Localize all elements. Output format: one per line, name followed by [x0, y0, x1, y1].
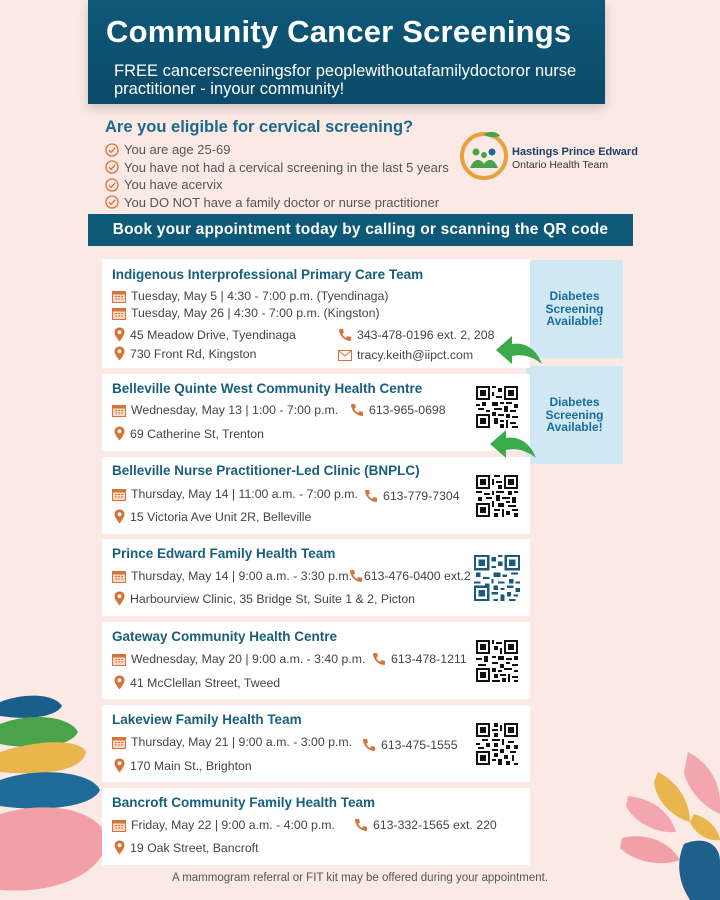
- footnote: A mammogram referral or FIT kit may be offered during your appointment.: [171, 872, 549, 884]
- map-pin-icon: [114, 346, 125, 361]
- eligibility-text: You have not had a cervical screening in the last 5 years: [124, 159, 449, 175]
- eligibility-question: Are you eligible for cervical screening?: [105, 118, 414, 136]
- callout-line: Screening: [545, 407, 604, 422]
- clinic-address: 19 Oak Street, Bancroft: [114, 840, 259, 855]
- calendar-icon: [112, 307, 126, 320]
- clinic-email[interactable]: tracy.keith@iipct.com: [338, 348, 473, 362]
- qr-code[interactable]: [474, 555, 520, 601]
- phone-icon: [350, 403, 364, 417]
- eligibility-item: [105, 176, 449, 194]
- clinic-address: 730 Front Rd, Kingston: [114, 346, 256, 361]
- clinic-address: 15 Victoria Ave Unit 2R, Belleville: [114, 509, 311, 524]
- map-pin-icon: [114, 327, 125, 342]
- map-pin-icon: [114, 591, 125, 606]
- clinic-date: Thursday, May 21 | 9:00 a.m. - 3:00 p.m.: [112, 735, 352, 749]
- phone-icon: [338, 328, 352, 342]
- phone-icon: [372, 652, 386, 666]
- clinic-date: Friday, May 22 | 9:00 a.m. - 4:00 p.m.: [112, 818, 335, 832]
- clinic-date: Thursday, May 14 | 11:00 a.m. - 7:00 p.m.: [112, 487, 358, 501]
- logo-subname: Ontario Health Team: [512, 159, 609, 171]
- clinic-card: [102, 705, 530, 782]
- clinic-card: [102, 374, 530, 451]
- clinic-card: [102, 539, 530, 616]
- clinic-phone[interactable]: 343-478-0196 ext. 2, 208: [338, 328, 494, 342]
- clinic-name: Bancroft Community Family Health Team: [112, 795, 376, 810]
- clinic-date: Wednesday, May 13 | 1:00 - 7:00 p.m.: [112, 403, 338, 417]
- calendar-icon: [112, 404, 126, 417]
- page-subtitle: FREE cancerscreeningsfor peoplewithoutafamilydoctoror nurse practitioner - inyour community!: [114, 62, 577, 98]
- clinic-card: [102, 457, 530, 534]
- map-pin-icon: [114, 509, 125, 524]
- clinic-address: Harbourview Clinic, 35 Bridge St, Suite 1 & 2, Picton: [114, 591, 415, 606]
- qr-code[interactable]: [476, 723, 518, 765]
- clinic-phone[interactable]: 613-475-1555: [362, 738, 458, 752]
- book-appointment-banner: Book your appointment today by calling or scanning the QR code: [88, 214, 633, 246]
- eligibility-item: [105, 159, 449, 177]
- arrow-left-icon: [488, 428, 538, 464]
- clinic-card: [102, 788, 530, 865]
- check-circle-icon: [105, 178, 119, 192]
- calendar-icon: [112, 819, 126, 832]
- page-title: Community Cancer Screenings: [106, 14, 572, 49]
- phone-icon: [362, 738, 376, 752]
- clinic-phone[interactable]: 613-478-1211: [372, 652, 467, 666]
- envelope-icon: [338, 350, 352, 361]
- clinic-card: [102, 622, 530, 699]
- eligibility-section: [105, 118, 449, 211]
- calendar-icon: [112, 653, 126, 666]
- clinic-date: Thursday, May 14 | 9:00 a.m. - 3:30 p.m.: [112, 569, 352, 583]
- arrow-left-icon: [494, 334, 544, 370]
- clinic-date: Tuesday, May 26 | 4:30 - 7:00 p.m. (Kingston): [112, 306, 380, 320]
- clinic-name: Gateway Community Health Centre: [112, 629, 338, 644]
- clinic-date: Wednesday, May 20 | 9:00 a.m. - 3:40 p.m.: [112, 652, 365, 666]
- clinic-address: 41 McClellan Street, Tweed: [114, 675, 280, 690]
- qr-code[interactable]: [476, 475, 518, 517]
- clinic-address: 45 Meadow Drive, Tyendinaga: [114, 327, 296, 342]
- map-pin-icon: [114, 840, 125, 855]
- logo-name: Hastings Prince Edward: [512, 146, 638, 158]
- clinic-phone[interactable]: 613-332-1565 ext. 220: [354, 818, 497, 832]
- calendar-icon: [112, 736, 126, 749]
- qr-code[interactable]: [476, 386, 518, 428]
- eligibility-text: You have acervix: [124, 177, 223, 193]
- callout-line: Diabetes: [549, 395, 600, 410]
- clinic-phone[interactable]: 613-476-0400 ext.2: [349, 569, 471, 583]
- clinic-phone[interactable]: 613-779-7304: [364, 489, 460, 503]
- clinic-address: 170 Main St., Brighton: [114, 758, 252, 773]
- calendar-icon: [112, 570, 126, 583]
- eligibility-item: [105, 194, 449, 212]
- clinic-address: 69 Catherine St, Trenton: [114, 426, 264, 441]
- header-banner: [88, 0, 605, 104]
- callout-line: Diabetes: [549, 289, 600, 304]
- logo-emblem-icon: [458, 128, 510, 180]
- callout-line: Available!: [546, 420, 603, 435]
- clinic-name: Indigenous Interprofessional Primary Care Team: [112, 267, 424, 282]
- map-pin-icon: [114, 426, 125, 441]
- calendar-icon: [112, 488, 126, 501]
- diabetes-callout: [526, 366, 623, 464]
- clinic-name: Belleville Quinte West Community Health Centre: [112, 381, 423, 396]
- clinic-date: Tuesday, May 5 | 4:30 - 7:00 p.m. (Tyendinaga): [112, 289, 388, 303]
- eligibility-item: [105, 141, 449, 159]
- check-circle-icon: [105, 143, 119, 157]
- phone-icon: [349, 569, 363, 583]
- calendar-icon: [112, 290, 126, 303]
- clinic-name: Belleville Nurse Practitioner-Led Clinic (BNPLC): [112, 463, 420, 478]
- callout-line: Screening: [545, 301, 604, 316]
- check-circle-icon: [105, 195, 119, 209]
- qr-code[interactable]: [476, 640, 518, 682]
- clinic-name: Lakeview Family Health Team: [112, 712, 302, 727]
- clinic-name: Prince Edward Family Health Team: [112, 546, 336, 561]
- check-circle-icon: [105, 160, 119, 174]
- map-pin-icon: [114, 675, 125, 690]
- eligibility-text: You DO NOT have a family doctor or nurse practitioner: [124, 194, 440, 210]
- callout-line: Available!: [546, 314, 603, 329]
- eligibility-text: You are age 25-69: [124, 142, 231, 158]
- clinic-phone[interactable]: 613-965-0698: [350, 403, 446, 417]
- ohte-logo: [458, 128, 638, 186]
- phone-icon: [364, 489, 378, 503]
- clinic-card: [102, 259, 530, 368]
- phone-icon: [354, 818, 368, 832]
- map-pin-icon: [114, 758, 125, 773]
